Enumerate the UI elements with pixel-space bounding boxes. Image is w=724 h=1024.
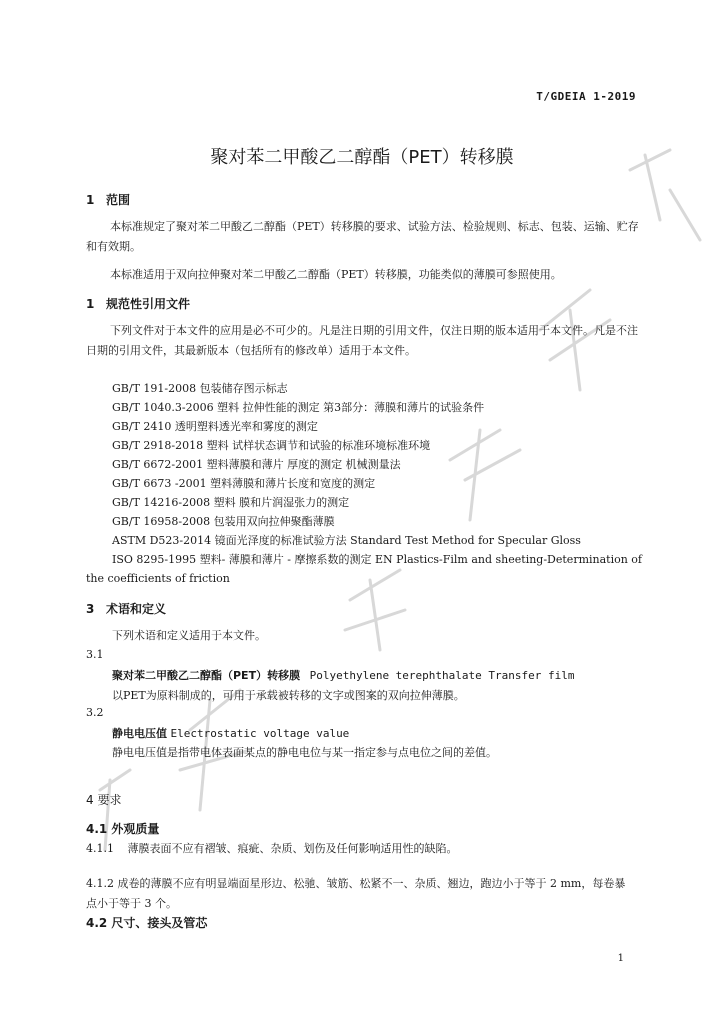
terms-intro: 下列术语和定义适用于本文件。 — [112, 629, 266, 642]
reference-item: GB/T 191-2008 包装储存图示标志 — [112, 382, 288, 395]
clause-4-1-2: 4.1.2 成卷的薄膜不应有明显端面星形边、松驰、皱筋、松紧不一、杂质、翘边，跑边小于等于 2 mm，每卷暴点小于等于 3 个。 — [86, 877, 626, 910]
scope-paragraph-2: 本标准适用于双向拉伸聚对苯二甲酸乙二醇酯（PET）转移膜，功能类似的薄膜可参照使用。 — [110, 268, 562, 281]
reference-item-wrapped: ISO 8295-1995 塑料- 薄膜和薄片 - 摩擦系数的测定 EN Plastics-Film and sheeting-Determination of the coefficients of friction — [86, 553, 643, 585]
section-heading-normative-references — [86, 295, 190, 312]
term-definition: 静电电压值是指带电体表面某点的静电电位与某一指定参与点电位之间的差值。 — [112, 746, 497, 759]
clause-text: 薄膜表面不应有褶皱、痕疵、杂质、划伤及任何影响适用性的缺陷。 — [127, 842, 458, 855]
section-number: 1 — [86, 297, 95, 311]
page-number: 1 — [617, 953, 624, 964]
clause-4-1-1 — [86, 840, 458, 856]
term-heading — [112, 725, 349, 741]
reference-list — [112, 379, 581, 550]
section-number: 1 — [86, 193, 95, 207]
clause-number: 4.1.1 — [86, 842, 114, 855]
section-title: 术语和定义 — [106, 602, 167, 616]
section-title: 规范性引用文件 — [106, 297, 191, 311]
reference-item: GB/T 2918-2018 塑料 试样状态调节和试验的标准环境标准环境 — [112, 439, 431, 452]
reference-item: GB/T 1040.3-2006 塑料 拉伸性能的测定 第3部分：薄膜和薄片的试验条件 — [112, 401, 485, 414]
section-heading-requirements: 4 要求 — [86, 793, 122, 807]
document-title: 聚对苯二甲酸乙二醇酯（PET）转移膜 — [210, 147, 514, 168]
term-heading — [112, 667, 575, 683]
subsection-heading-appearance: 4.1 外观质量 — [86, 822, 160, 836]
section-heading-scope — [86, 191, 130, 208]
subsection-heading-dimensions: 4.2 尺寸、接头及管芯 — [86, 916, 208, 930]
document-code: T/GDEIA 1-2019 — [536, 90, 636, 103]
reference-item: GB/T 14216-2008 塑料 膜和片润湿张力的测定 — [112, 496, 350, 509]
term-chinese: 静电电压值 — [112, 727, 167, 740]
section-number: 3 — [86, 602, 95, 616]
scope-paragraph-1: 本标准规定了聚对苯二甲酸乙二醇酯（PET）转移膜的要求、试验方法、检验规则、标志、包装、运输、贮存和有效期。 — [86, 220, 639, 253]
reference-item: GB/T 2410 透明塑料透光率和雾度的测定 — [112, 420, 318, 433]
references-intro: 下列文件对于本文件的应用是必不可少的。凡是注日期的引用文件，仅注日期的版本适用于本文件。凡是不注日期的引用文件，其最新版本（包括所有的修改单）适用于本文件。 — [86, 324, 638, 357]
section-heading-terms — [86, 600, 166, 617]
term-english: Polyethylene terephthalate Transfer film — [309, 669, 575, 682]
term-english: Electrostatic voltage value — [170, 727, 350, 740]
term-definition: 以PET为原料制成的，可用于承载被转移的文字或图案的双向拉伸薄膜。 — [112, 689, 465, 702]
reference-item: GB/T 6673 -2001 塑料薄膜和薄片长度和宽度的测定 — [112, 477, 376, 490]
term-number: 3.1 — [86, 648, 104, 661]
reference-item: GB/T 6672-2001 塑料薄膜和薄片 厚度的测定 机械测量法 — [112, 458, 401, 471]
term-number: 3.2 — [86, 706, 104, 719]
section-title: 范围 — [106, 193, 131, 207]
reference-item: GB/T 16958-2008 包装用双向拉伸聚酯薄膜 — [112, 515, 335, 528]
term-chinese: 聚对苯二甲酸乙二醇酯（PET）转移膜 — [112, 669, 301, 682]
reference-item: ASTM D523-2014 镜面光泽度的标准试验方法 Standard Test Method for Specular Gloss — [112, 534, 581, 547]
